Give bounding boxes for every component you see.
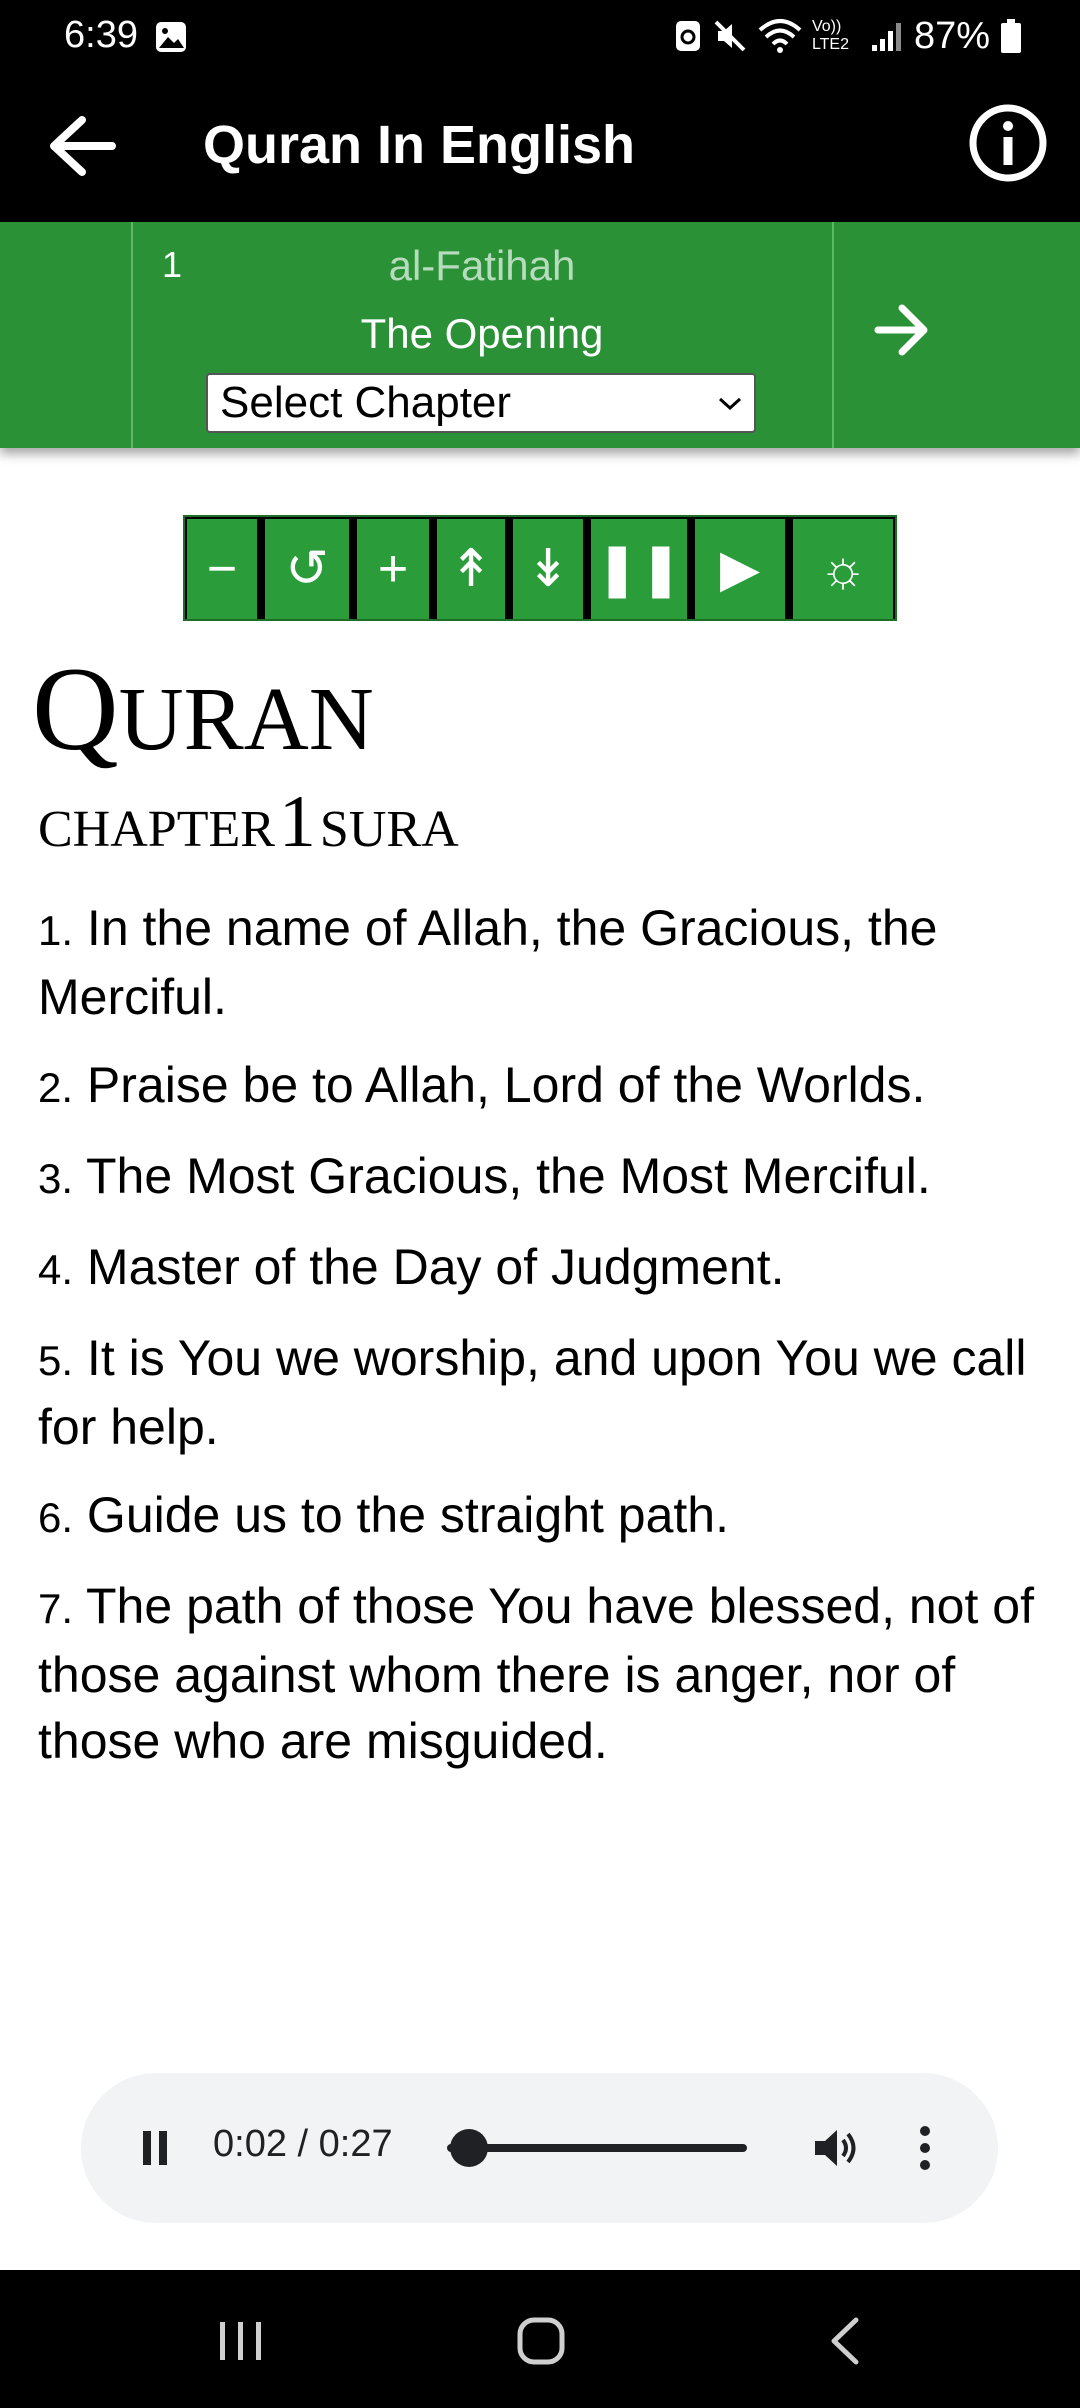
home-icon[interactable]	[516, 2316, 566, 2366]
system-nav-bar	[0, 2270, 1080, 2408]
increase-font-button[interactable]: +	[357, 519, 429, 619]
decrease-font-button[interactable]: −	[187, 519, 257, 619]
verse-number: 6.	[38, 1494, 74, 1541]
app-bar	[0, 72, 1080, 222]
volume-icon[interactable]	[811, 2125, 861, 2171]
info-icon[interactable]	[968, 103, 1048, 183]
arrow-left-icon[interactable]	[46, 114, 116, 178]
battery-icon	[1000, 18, 1022, 54]
verse	[38, 1482, 1048, 1551]
chapter-number: 1	[162, 244, 183, 285]
audio-progress-thumb[interactable]	[450, 2129, 488, 2167]
back-nav-icon[interactable]	[826, 2316, 862, 2366]
verse-text: Guide us to the straight path.	[73, 1487, 729, 1543]
verse-text: Master of the Day of Judgment.	[73, 1239, 785, 1295]
brightness-button[interactable]: ☼	[793, 519, 893, 619]
chapter-select-dropdown[interactable]	[206, 373, 756, 433]
title-initial: Q	[32, 642, 119, 775]
verse-text: The path of those You have blessed, not of those against whom there is anger, nor of those who are misguided.	[38, 1578, 1034, 1769]
divider	[832, 222, 834, 448]
status-time: 6:39	[64, 14, 138, 56]
signal-icon	[870, 19, 904, 53]
wifi-icon	[758, 18, 802, 54]
verse	[38, 1234, 1048, 1303]
app-title: Quran In English	[203, 115, 636, 175]
chapter-transliterated-name: al-Fatihah	[388, 242, 576, 289]
chapter-header	[0, 222, 1080, 448]
verse-text: Praise be to Allah, Lord of the Worlds.	[73, 1057, 926, 1113]
reset-font-button[interactable]: ↺	[265, 519, 349, 619]
verse-text: In the name of Allah, the Gracious, the Merciful.	[38, 900, 938, 1025]
sync-lock-icon	[674, 19, 702, 53]
more-options-icon[interactable]	[917, 2123, 933, 2173]
title-rest: URAN	[118, 670, 374, 769]
chapter-english-name: The Opening	[360, 310, 604, 357]
verse-number: 2.	[38, 1064, 74, 1111]
verse-number: 5.	[38, 1337, 74, 1384]
verse	[38, 1052, 1048, 1121]
gallery-icon	[154, 20, 188, 54]
recent-apps-icon[interactable]	[216, 2320, 266, 2362]
scroll-down-button[interactable]: ↡	[513, 519, 583, 619]
chapter-word: CHAPTER	[38, 801, 275, 858]
status-bar	[0, 0, 1080, 72]
sura-word: SURA	[319, 801, 459, 858]
audio-progress-track[interactable]	[447, 2144, 747, 2152]
status-icons	[674, 14, 1022, 58]
verse-list	[38, 895, 1048, 1796]
play-button[interactable]: ▶	[695, 519, 785, 619]
battery-percent: 87%	[913, 14, 990, 57]
reader-toolbar	[183, 515, 897, 621]
verse-number: 4.	[38, 1246, 74, 1293]
arrow-right-icon[interactable]	[872, 300, 932, 360]
chapter-heading	[38, 780, 459, 865]
verse	[38, 1143, 1048, 1212]
verse	[38, 895, 1048, 1030]
verse-number: 7.	[38, 1585, 74, 1632]
chevron-down-icon	[716, 393, 744, 413]
network-label: Vo)) LTE2	[811, 18, 849, 53]
verse	[38, 1325, 1048, 1460]
verse-text: The Most Gracious, the Most Merciful.	[73, 1148, 931, 1204]
pause-button[interactable]: ❚❚	[591, 519, 687, 619]
verse	[38, 1573, 1048, 1774]
verse-text: It is You we worship, and upon You we call for help.	[38, 1330, 1027, 1455]
audio-player	[81, 2073, 998, 2223]
verse-number: 1.	[38, 907, 74, 954]
audio-time: 0:02 / 0:27	[213, 2123, 393, 2165]
pause-icon[interactable]	[135, 2123, 175, 2173]
chapter-heading-number: 1	[278, 781, 316, 863]
mute-icon	[712, 18, 748, 54]
scroll-up-button[interactable]: ↟	[437, 519, 505, 619]
chapter-select-label: Select Chapter	[220, 378, 512, 427]
verse-number: 3.	[38, 1155, 74, 1202]
page-title	[32, 640, 374, 778]
